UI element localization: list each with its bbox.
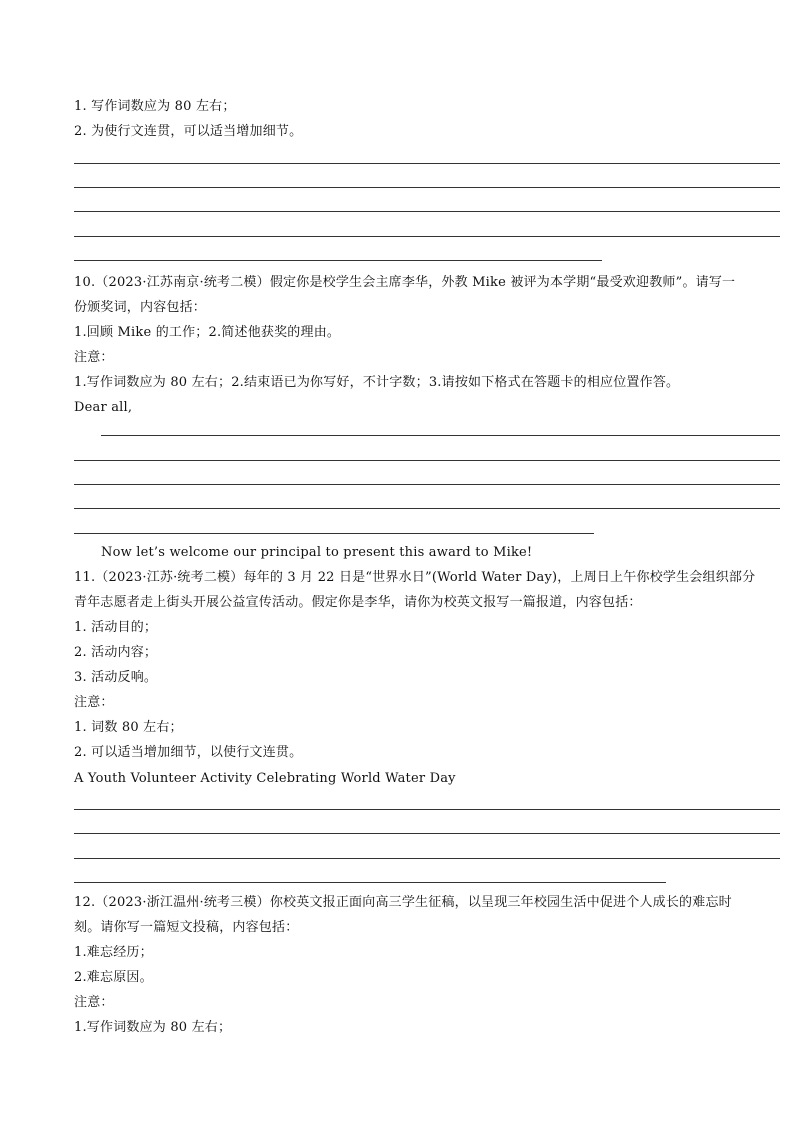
answer-line[interactable] — [74, 260, 602, 261]
question-number: 10. — [74, 275, 96, 290]
question-10-greeting: Dear all, — [74, 400, 133, 415]
question-12-prompt — [74, 890, 780, 915]
answer-line[interactable] — [74, 163, 780, 164]
question-10-points: 1.回顾 Mike 的工作；2.简述他获奖的理由。 — [74, 325, 341, 340]
answer-line[interactable] — [74, 460, 780, 461]
question-12-prompt-cont: 刻。请你写一篇短文投稿，内容包括： — [74, 920, 299, 935]
question-11-title: A Youth Volunteer Activity Celebrating World Water Day — [74, 771, 456, 786]
question-11-prompt — [74, 565, 780, 590]
requirement-word-count: 1. 写作词数应为 80 左右； — [74, 99, 236, 114]
question-12-note-1: 1.写作词数应为 80 左右； — [74, 1020, 232, 1035]
question-text: 假定你是校学生会主席李华，外教 Mike 被评为本学期“最受欢迎教师”。请写一 — [269, 275, 736, 290]
question-10-prompt-cont: 份颁奖词，内容包括： — [74, 300, 207, 315]
question-10-note: 1.写作词数应为 80 左右；2.结束语已为你写好，不计字数；3.请按如下格式在答题卡的相应位置作答。 — [74, 375, 680, 390]
question-source: （2023·浙江温州·统考三模） — [95, 895, 270, 910]
question-10-note-label: 注意： — [74, 350, 114, 365]
question-10-prompt — [74, 270, 780, 295]
question-text: 你校英文报正面向高三学生征稿，以呈现三年校园生活中促进个人成长的难忘时 — [269, 895, 732, 910]
question-number: 11. — [74, 570, 96, 585]
question-source: （2023·江苏·统考二模） — [95, 570, 244, 585]
question-text: 每年的 3 月 22 日是“世界水日”(World Water Day)，上周日上午你校学生会组织部分 — [243, 570, 756, 585]
question-11-note-2: 2. 可以适当增加细节，以使行文连贯。 — [74, 745, 303, 760]
question-11-point-1: 1. 活动目的； — [74, 620, 158, 635]
answer-line[interactable] — [74, 211, 780, 212]
requirement-coherence: 2. 为使行文连贯，可以适当增加细节。 — [74, 124, 303, 139]
question-11-point-3: 3. 活动反响。 — [74, 670, 158, 685]
answer-line[interactable] — [74, 858, 780, 859]
answer-line[interactable] — [74, 833, 780, 834]
question-10-closing: Now let’s welcome our principal to present this award to Mike! — [101, 545, 533, 560]
question-number: 12. — [74, 895, 96, 910]
question-12-note-label: 注意： — [74, 995, 114, 1010]
answer-line[interactable] — [74, 809, 780, 810]
answer-line[interactable] — [74, 533, 594, 534]
question-11-point-2: 2. 活动内容； — [74, 645, 158, 660]
answer-line[interactable] — [101, 435, 780, 436]
question-11-note-label: 注意： — [74, 695, 114, 710]
answer-line[interactable] — [74, 187, 780, 188]
answer-line[interactable] — [74, 508, 780, 509]
question-11-note-1: 1. 词数 80 左右； — [74, 720, 183, 735]
answer-line[interactable] — [74, 236, 780, 237]
question-12-point-2: 2.难忘原因。 — [74, 970, 153, 985]
question-12-point-1: 1.难忘经历； — [74, 945, 153, 960]
question-11-prompt-cont: 青年志愿者走上街头开展公益宣传活动。假定你是李华，请你为校英文报写一篇报道，内容包括： — [74, 595, 642, 610]
answer-line[interactable] — [74, 882, 666, 883]
answer-line[interactable] — [74, 484, 780, 485]
question-source: （2023·江苏南京·统考二模） — [95, 275, 270, 290]
